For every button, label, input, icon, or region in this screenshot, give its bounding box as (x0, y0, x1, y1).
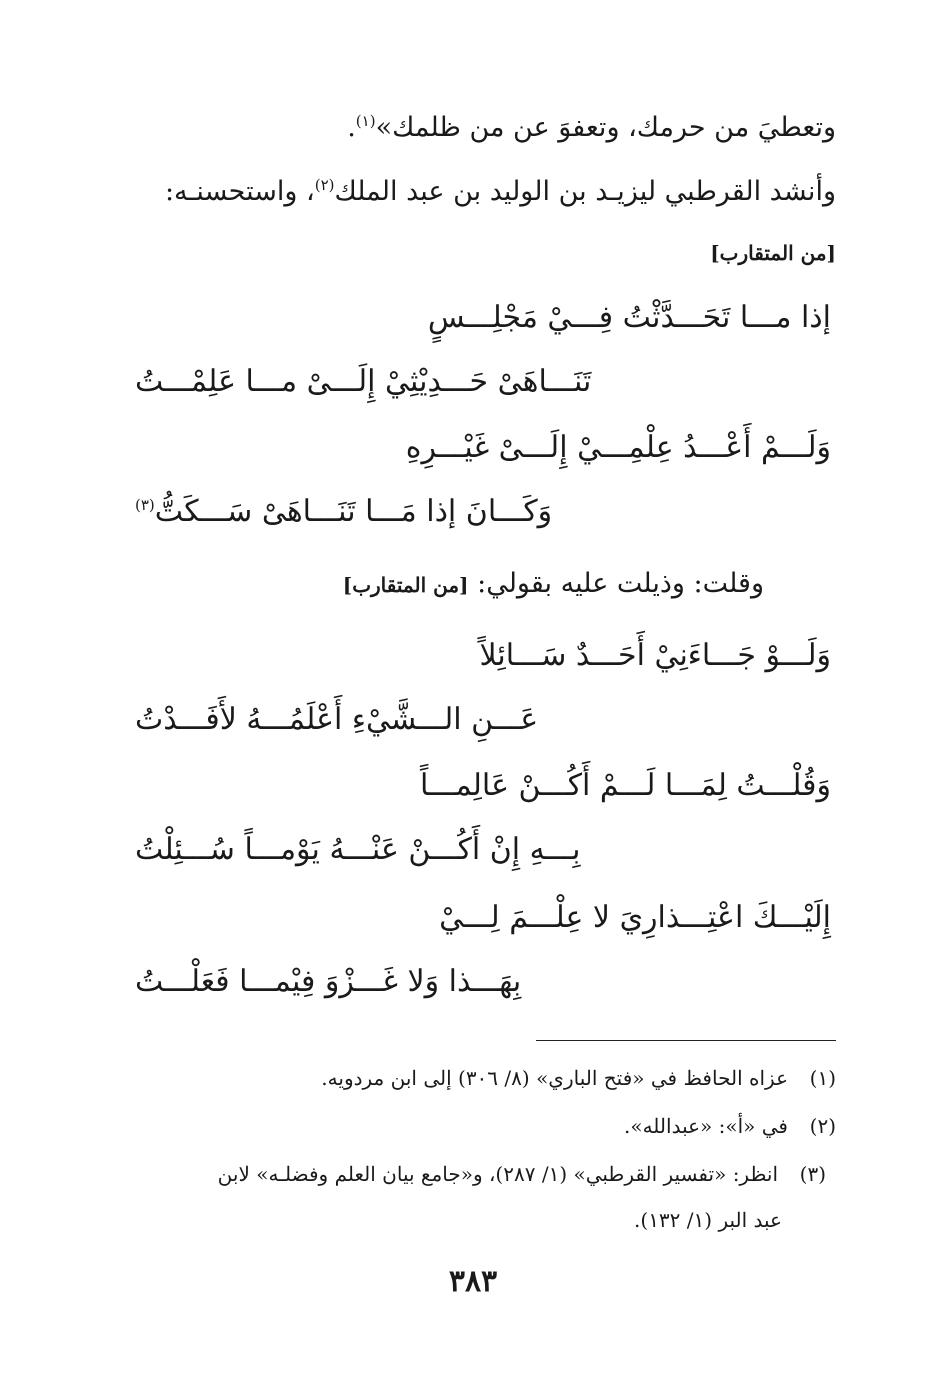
meter-label: [من المتقارب] (342, 573, 469, 597)
verse-hemistich-with-ref (135, 488, 552, 536)
footnote-ref-2[interactable]: (٢) (314, 176, 335, 194)
verse-hemistich: إذا مـــا تَحَـــدَّثْتُ فِـــيْ مَجْلِـــسٍ (427, 300, 831, 335)
meter-label: [من المتقارب] (710, 241, 836, 265)
footnote-2 (136, 1110, 836, 1142)
footnote-3 (126, 1158, 826, 1190)
prose-text: ، واستحسنـه: (164, 176, 315, 207)
verse-hemistich: وَلَـــمْ أَعْـــدُ عِلْمِـــيْ إِلَـــىْ غَيْـــرِهِ (405, 430, 831, 465)
page-number: ٣٨٣ (448, 1264, 498, 1299)
footnote-text: في «أ»: «عبدالله». (623, 1114, 788, 1138)
footnote-1 (136, 1062, 836, 1094)
footnote-text: انظر: «تفسير القرطبي» (١/ ٢٨٧)، و«جامع بيان العلم وفضلـه» لابن (217, 1162, 778, 1186)
footnote-ref-3[interactable]: (٣) (135, 496, 155, 514)
verse-hemistich: تَنَـــاهَىْ حَـــدِيْثِيْ إِلَـــىْ مـــا عَلِمْـــتُ (135, 364, 592, 399)
verse-text: وَكَـــانَ إذا مَـــا تَنَـــاهَىْ سَـــكَتُّ (154, 494, 553, 529)
prose-line-3 (34, 564, 764, 605)
verse-hemistich: بِهَـــذا وَلا غَـــزْوَ فِيْمـــا فَعَلْـــتُ (135, 964, 522, 999)
prose-text: وأنشد القرطبي ليزيـد بن الوليد بن عبد الملك (334, 176, 836, 207)
footnote-number: (٢) (809, 1114, 836, 1138)
footnote-ref-1[interactable]: (١) (355, 112, 376, 130)
footnote-3-continuation: عبد البر (١/ ١٣٢). (634, 1208, 782, 1232)
footnote-number: (١) (809, 1066, 836, 1090)
prose-line-2 (106, 172, 836, 212)
footnote-text: عزاه الحافظ في «فتح الباري» (٨/ ٣٠٦) إلى ابن مردويه. (321, 1066, 788, 1090)
prose-text: وتعطيَ من حرمك، وتعفوَ عن من ظلمك» (375, 112, 836, 143)
verse-hemistich: عَـــنِ الـــشَّيْءِ أَعْلَمُـــهُ لأَفَـــدْتُ (135, 702, 539, 737)
verse-hemistich: وَلَـــوْ جَـــاءَنِيْ أَحَـــدٌ سَـــائِلاً (479, 638, 831, 673)
prose-text: وقلت: وذيلت عليه بقولي: (477, 568, 764, 599)
footnote-number: (٣) (799, 1162, 826, 1186)
verse-hemistich: بِـــهِ إِنْ أَكُـــنْ عَنْـــهُ يَوْمـــاً سُـــئِلْتُ (135, 832, 581, 867)
prose-line-1 (106, 108, 836, 148)
verse-hemistich: إِلَيْـــكَ اعْتِـــذارِيَ لا عِلْـــمَ لِـــيْ (439, 900, 831, 935)
verse-hemistich: وَقُلْـــتُ لِمَـــا لَـــمْ أَكُـــنْ عَالِمـــاً (419, 768, 831, 803)
prose-text: . (347, 112, 356, 143)
footnote-separator (536, 1040, 836, 1041)
